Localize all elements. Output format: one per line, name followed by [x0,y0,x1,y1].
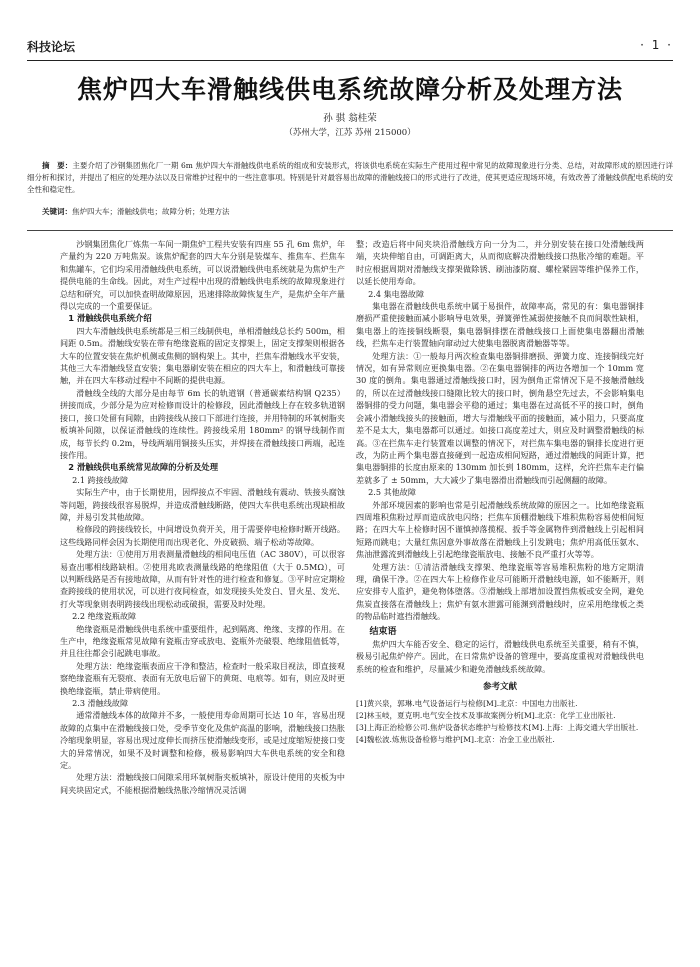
section-heading: 1 滑触线供电系统介绍 [68,313,152,324]
paragraph: 处理方法：①一般每月两次检查集电器铜排磨损、弹簧力度、连接铜线完好情况，如有异常则应更换集电器。②在集电器铜排的两边各增加一个 10mm 宽 30 度的倒角。集电器通过滑触线接口时，因为倒角正常情况下是不接触滑触线的，所以在过滑触线接口缝隙比较大的接口时，倒角悬空先过去，不会影响集电器铜排的受力问题，集电器会平稳的通过；集电器在过高低不平的接口时，倒角会减小滑触线接头的接触面，增大与滑触线平面的接触面，减小阻力，只要高度差不是太大，集电器都可以通过。如接口高度差过大，则应及时调整滑触线的标高。③在拦焦车走行装置难以调整的情况下，对拦焦车集电器的铜排长度进行更改，为防止两个集电器直接碰到一起造成相间短路，通过滑触线的间距计算，把集电器铜排的长度由原来的 130mm 加长到 180mm，这样，允许拦焦车走行偏差就多了 ± 50mm，大大减少了集电器滑出滑触线而引起侧翻的故障。 [356,350,644,485]
paragraph: 集电器在滑触线供电系统中属于易损件，故障率高，常见的有：集电器铜排磨损严重使接触面减小影响导电效果，弹簧弹性减弱使接触不良而间歇性缺相，集电器上的连接铜线断裂，集电器铜排摆在滑触线接口上面使集电器翻出滑触线，拦焦车走行装置轴向窜动过大使集电器脱离滑触器等等。 [356,301,644,349]
paragraph: 实际生产中，由于长期使用，因焊接点不牢固、滑触线有震动、铁接头腐蚀等问题，跨接线很容易脱焊，并造成滑触线断路，使四大车供电系统出现缺相故障，并易引发其他故障。 [60,487,345,522]
conclusion-heading: 结束语 [369,626,397,637]
abstract-text: 主要介绍了沙钢集团焦化厂一期 6m 焦炉四大车滑触线供电系统的组成和安装形式，将该供电系统在实际生产使用过程中常见的故障现象进行分类、总结，对故障形成的原因进行详细分析和探讨，并提出了相应的处理办法以及日常维护过程中的一些注意事项。特别是针对最容易出故障的滑触线接口的形式进行了改进，使其更适应现场环境，有效改善了滑触线供配电系统的安全性和稳定性。 [27,161,674,194]
affiliation: （苏州大学，江苏 苏州 215000） [284,128,416,138]
keywords-label: 关键词： [42,207,72,216]
paragraph: 处理方法：滑触线接口间隙采用环氧树脂夹板填补，原设计使用的夹板为中间夹块固定式，不能根据滑触线热胀冷缩情况灵活调 [60,772,345,795]
paragraph: 处理方法：①清洁滑触线支撑架、绝缘瓷瓶等容易堆积焦粉的地方定期清理，确保干净。②在四大车上检修作业尽可能断开滑触线电源，如不能断开，则应安排专人监护，避免物体堕落。③滑触线上部增加设置挡焦板或安全网，避免焦炭直接落在滑触线上；焦炉有氨水泄露可能渊到滑触线时，应采用绝缘板之类的物品临时遮挡滑触线。 [356,561,644,622]
keywords [42,206,673,218]
references-title: 参考文献 [482,682,517,693]
subsection-heading: 2.1 跨接线故障 [72,474,129,485]
abstract-rule [27,230,673,231]
paragraph: 通常滑触线本体的故障并不多，一般使用寿命周期可长达 10 年，容易出现故障的点集中在滑触线接口处，受季节变化及焦炉高温的影响，滑触线接口热胀冷缩现象明显，容易出现过度伸长而挤压使滑触线变形，或是过度缩短使接口变大的异常情况，如果不及时调整和检修，极易影响四大车供电系统的安全和稳定。 [60,710,345,771]
subsection-heading: 2.3 滑触线故障 [72,698,129,709]
left-column [60,238,345,796]
reference-item: [3]上海正治检修公司.焦炉设备状态维护与检修技术[M].上海：上海交通大学出版社. [356,722,639,732]
paragraph: 处理方法：绝缘瓷瓶表面应干净和整洁，检查时一般采取目视法，即直接观察绝缘瓷瓶有无裂痕、表面有无放电后留下的黄斑、电痕等。如有，则应及时更换绝缘瓷瓶，禁止带病使用。 [60,660,345,696]
keywords-text: 焦炉四大车；滑触线供电；故障分析；处理方法 [72,207,230,216]
abstract [27,160,673,196]
paragraph: 绝缘瓷瓶是滑触线供电系统中重要组件，起到隔离、绝缘、支撑的作用。在生产中，绝缘瓷瓶常见故障有瓷瓶击穿或放电、瓷瓶外壳破裂、绝缘阻值低等，并且往往都会引起跳电事故。 [60,623,345,659]
reference-item: [2]林玉岐，夏克明.电气安全技术及事故案例分析[M].北京：化学工业出版社. [356,710,616,720]
references-list [356,698,644,746]
header-rule [27,60,673,61]
journal-section: 科技论坛 [27,40,76,54]
abstract-label: 摘 要： [42,161,73,170]
paper-title: 焦炉四大车滑触线供电系统故障分析及处理方法 [76,75,623,104]
page-number: · 1 · [640,38,673,52]
authors: 孙 骐 翁桂荣 [323,113,377,124]
paragraph: 外部环境因素的影响也常是引起滑触线系统故障的原因之一。比如绝缘瓷瓶四周堆积焦粉过厚而造成放电闪络；拦焦车顶棚滑触线下堆积焦粉容易使相间短路；在四大车上检修时因不谨慎掉落揽棍、扳手等金属物件到滑触线上引起相间短路而跳电；大量红焦因意外事故落在滑触线上引发跳电；焦炉用高低压氨水、焦油泄露流到滑触线上引起绝缘瓷瓶放电、接触不良严重打火等等。 [356,499,644,560]
paragraph: 滑触线全线的大部分是由每节 6m 长的轨道钢（普通碳素结构钢 Q235）拼接而成，少部分是为应对检修而设计的检修段，因此滑触线上存在较多轨道钢接口，接口处留有间隙，由跨接线从接口下部进行连接，并用特制的环氧树脂夹板填补间隙，以保证滑触线的连续性。跨接线采用 180mm² 的钢导线制作而成，每节长约 0.2m，导线两端用铜接头压实，并焊接在滑触线接口两端，起连接作用。 [60,387,345,460]
right-column [356,238,644,746]
paragraph: 沙钢集团焦化厂炼焦一车间一期焦炉工程共安装有四座 55 孔 6m 焦炉，年产量约为 220 万吨焦炭。该焦炉配套的四大车分别是装煤车、推焦车、拦焦车和焦罐车，它们均采用滑触线供电系统，可以说滑触线供电系统就是为焦炉生产提供电能的生命线。因此，对生产过程中出现的滑触线供电系统的故障现象进行总结和研究，可以加快查明故障原因，迅速排除故障恢复生产，是焦炉全年产量得以完成的一个重要保证。 [60,239,345,312]
subsection-heading: 2.4 集电器故障 [368,288,425,299]
paragraph: 焦炉四大车能否安全、稳定的运行，滑触线供电系统至关重要，稍有不慎，极易引起焦炉停产。因此，在日常焦炉设备的管理中，要高度重视对滑触线供电系统的检查和维护，尽量减少和避免滑触线系统故障。 [356,639,644,674]
reference-item: [4]魏松波.炼焦设备检修与维护[M].北京：冶金工业出版社. [356,734,555,744]
subsection-heading: 2.2 绝缘瓷瓶故障 [72,611,137,622]
running-header [27,36,673,56]
section-heading: 2 滑触线供电系统常见故障的分析及处理 [68,462,219,473]
paragraph: 四大车滑触线供电系统都是三相三线制供电，单相滑触线总长约 500m，相间距 0.5m。滑触线安装在带有绝缘瓷瓶的固定支撑架上，固定支撑架则根据各大车的位置安装在焦炉机侧或焦侧的钢构架上。其中，拦焦车滑触线水平安装，其他三大车滑触线竖直安装；集电器刷安装在相应的四大车上，和滑触线可靠接触，并在四大车移动过程中不间断的提供电源。 [60,325,345,386]
subsection-heading: 2.5 其他故障 [368,487,416,498]
paragraph: 整；改造后将中间夹块沿滑触线方向一分为二，并分别安装在接口处滑触线两端，夹块伸缩自由，可调距离大，从而彻底解决滑触线接口热胀冷缩的难题。平时应根据周期对滑触线支撑架做除锈、刷油漆防腐、螺栓紧固等维护保养工作，以延长使用寿命。 [356,239,644,287]
paragraph: 检修段的跨接线较长，中间增设负荷开关，用于需要停电检修时断开线路。这些线路同样会因为长期使用而出现老化、外皮破损、端子松动等故障。 [60,524,345,547]
paragraph: 处理方法：①使用万用表测量滑触线的相间电压值（AC 380V），可以很容易查出哪相线路缺相。②使用兆欧表测量线路的绝缘阻值（大于 0.5MΩ），可以判断线路是否有接地故障，从而有针对性的进行检查和修复。③平时应定期检查跨接线的使用状况，可以进行夜间检查，如发现接头处发白、冒火星、发光、打火等现象则表明跨接线出现松动或破损，需要及时处理。 [60,549,345,609]
reference-item: [1]黄兴泉，郭琳.电气设备运行与检修[M].北京：中国电力出版社. [356,698,578,708]
right-column-body [356,238,644,675]
